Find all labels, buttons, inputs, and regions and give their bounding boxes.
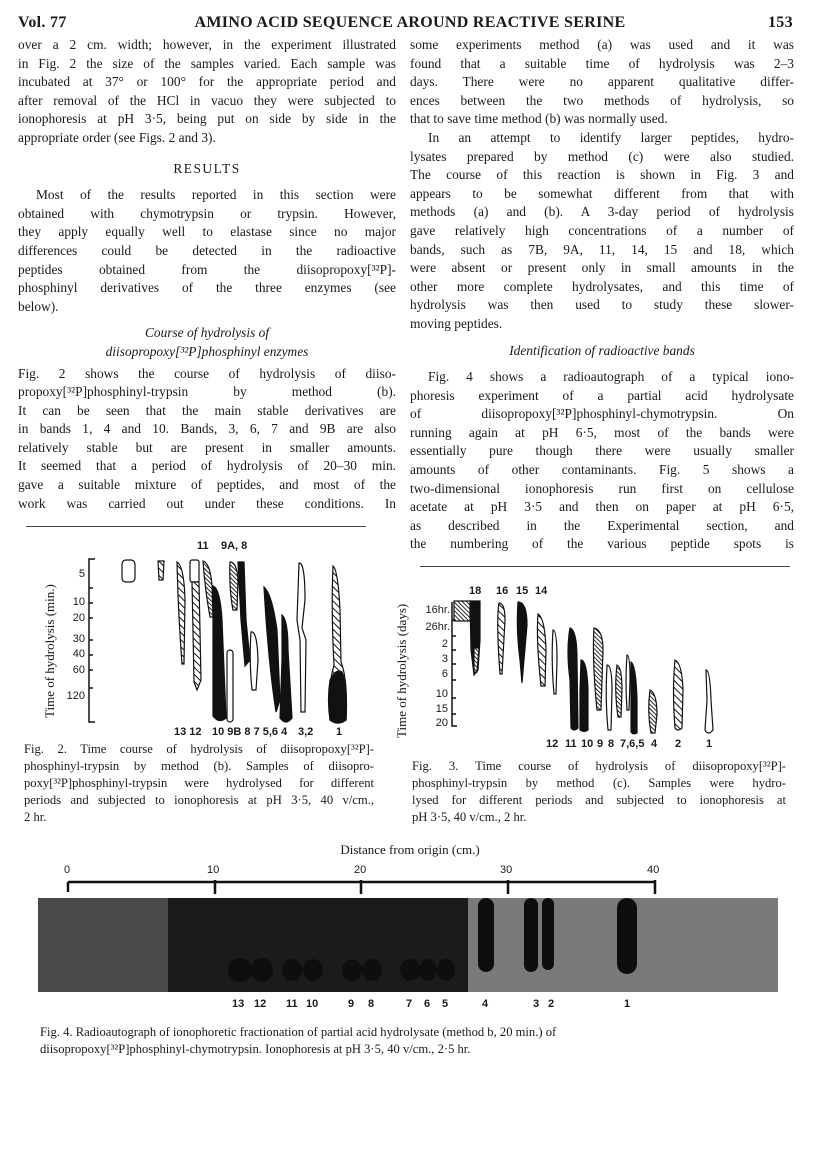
volume-number: Vol. 77	[18, 14, 67, 31]
text-line: differences could be detected in the radioactive	[18, 242, 396, 258]
text-line: that to save time method (b) was normally used.	[410, 111, 668, 127]
fig2-tick: 5	[78, 568, 85, 580]
caption-line: periods and subjected to ionophoresis at pH 3·5, 40 v/cm.,	[24, 793, 374, 807]
fig3-top-label: 16	[496, 585, 509, 597]
text-line: in Fig. 2 the size of the samples varied. Each sample was	[18, 55, 396, 71]
text-line: were absent or present only in small amounts in the	[410, 260, 794, 276]
text-line: phosphinyl derivatives of the three enzymes (see	[18, 280, 396, 296]
fig4-scale-label: 20	[354, 864, 367, 876]
text-line: two-dimensional ionophoresis run first on cellulose	[410, 480, 794, 496]
fig2-y-axis-label: Time of hydrolysis (min.)	[42, 584, 57, 718]
text-line: ences between the two methods of hydrolysis, so	[410, 92, 794, 108]
caption-line: pH 3·5, 40 v/cm., 2 hr.	[412, 810, 527, 824]
text-line: lysates prepared by method (c) were also studied.	[410, 148, 794, 164]
text-line: found that a suitable time of hydrolysis was 2–3	[410, 55, 794, 71]
fig3-tick: 3	[441, 653, 448, 665]
fig4-axis-title: Distance from origin (cm.)	[340, 842, 480, 857]
caption-line: poxy[³²P]phosphinyl-trypsin were hydrolysed for different	[24, 776, 374, 790]
fig4-band-label: 5	[442, 998, 449, 1010]
fig2-top-label: 11	[197, 540, 209, 552]
fig2-bottom-label: 10 9B 8 7 5,6 4	[212, 726, 288, 738]
fig4-band-label: 6	[424, 998, 431, 1010]
fig3-y-axis-label: Time of hydrolysis (days)	[394, 603, 409, 738]
fig4-caption	[40, 1024, 780, 1058]
fig3-bottom-label: 2	[675, 738, 682, 750]
text-line: It seemed that a period of hydrolysis of 20–30 min.	[18, 458, 396, 474]
fig2-tick: 120	[66, 690, 85, 702]
fig4-band-label: 12	[254, 998, 267, 1010]
text-line: after removal of the HCl in vacuo they were subjected to	[18, 92, 396, 108]
running-title: AMINO ACID SEQUENCE AROUND REACTIVE SERINE	[194, 14, 626, 31]
fig4-band-label: 1	[624, 998, 631, 1010]
fig2-bottom-label: 1	[336, 726, 343, 738]
text-line: below).	[18, 298, 59, 314]
text-line: propoxy[³²P]phosphinyl-trypsin by method (b).	[18, 384, 396, 400]
text-line: appropriate order (see Figs. 2 and 3).	[18, 129, 216, 145]
text-line: of diisopropoxy[³²P]phosphinyl-chymotrypsin. On	[410, 406, 794, 422]
fig3-bottom-label: 1	[706, 738, 713, 750]
text-line: The course of this reaction is shown in Fig. 3 and	[410, 167, 794, 183]
fig4-scale-label: 30	[500, 864, 513, 876]
caption-line: diisopropoxy[³²P]phosphinyl-chymotrypsin. Ionophoresis at pH 3·5, 40 v/cm., 2·5 hr.	[40, 1042, 471, 1056]
text-line: gave a suitable mixture of peptides, and most of the	[18, 477, 396, 493]
fig3-bottom-label: 4	[651, 738, 658, 750]
fig4-band-label: 2	[548, 998, 555, 1010]
text-line: some experiments method (a) was used and it was	[410, 37, 794, 52]
text-line: moving peptides.	[410, 315, 503, 331]
fig4-scale-label: 40	[647, 864, 660, 876]
fig3-bottom-label: 11	[565, 738, 577, 750]
fig4-band-label: 11	[286, 998, 298, 1010]
fig4-band-label: 9	[348, 998, 355, 1010]
fig4-band-label: 8	[368, 998, 375, 1010]
text-line: Fig. 2 shows the course of hydrolysis of diiso-	[18, 365, 396, 381]
caption-line: 2 hr.	[24, 810, 47, 824]
fig4-radioautograph	[0, 870, 816, 1000]
text-line: work was carried out under these conditions. In	[18, 495, 396, 511]
fig4-band-label: 3	[533, 998, 540, 1010]
caption-line: Fig. 2. Time course of hydrolysis of diisopropoxy[³²P]-	[24, 742, 374, 756]
fig4-band-label: 10	[306, 998, 319, 1010]
subheading-identification: Identification of radioactive bands	[509, 342, 695, 358]
fig3-tick: 6	[441, 668, 448, 680]
text-line: incubated at 37° or 100° for the appropriate period and	[18, 74, 396, 90]
page-number: 153	[768, 14, 793, 31]
fig3-tick: 16hr.	[425, 604, 450, 616]
text-line: running again at pH 6·5, most of the bands were	[410, 424, 794, 440]
fig3-caption	[412, 758, 786, 826]
fig2-tick: 20	[72, 612, 85, 624]
text-line: Most of the results reported in this section were	[36, 187, 396, 203]
fig2-tick: 60	[72, 664, 85, 676]
text-line: peptides obtained from the diisopropoxy[³²P]-	[18, 261, 396, 277]
text-line: essentially pure though there were usually smaller	[410, 443, 794, 459]
fig2-bottom-label: 3,2	[298, 726, 314, 738]
text-line: the numbering of the various peptide spots is	[410, 536, 794, 552]
fig2-bottom-label: 13 12	[174, 726, 202, 738]
text-line: In an attempt to identify larger peptides, hydro-	[428, 129, 794, 145]
text-line: diisopropoxy[³²P]phosphinyl enzymes	[105, 343, 309, 359]
fig3-tick: 15	[435, 703, 448, 715]
fig4-scale-label: 0	[64, 864, 71, 876]
text-line: It can be seen that the main stable derivatives are	[18, 402, 396, 418]
caption-line: phosphinyl-trypsin by method (b). Samples of diisopro-	[24, 759, 374, 773]
fig3-tick: 20	[435, 717, 448, 729]
text-line: they apply equally well to elastase since no major	[18, 224, 396, 240]
text-line: days. There were no apparent qualitative differ-	[410, 74, 794, 90]
text-line: as described in the Experimental section, and	[410, 517, 794, 533]
fig3-top-label: 18	[469, 585, 482, 597]
text-line: other more complete hydrolysates, and this time of	[410, 278, 794, 294]
fig4-band-label: 4	[482, 998, 489, 1010]
caption-line: lysed for different periods and subjected to ionophoresis at	[412, 793, 786, 807]
fig3-tick: 2	[441, 638, 448, 650]
fig3-top-label: 15	[516, 585, 529, 597]
text-line: bands, such as 7B, 9A, 11, 14, 15 and 18, which	[410, 241, 794, 257]
text-line: in bands 1, 4 and 10. Bands, 3, 6, 7 and 9B are also	[18, 421, 396, 437]
fig3-tick: 26hr.	[425, 621, 450, 633]
fig3-bottom-label: 10	[581, 738, 594, 750]
text-line: methods (a) and (b). A 3-day period of hydrolysis	[410, 204, 794, 220]
text-line: Fig. 4 shows a radioautograph of a typical iono-	[428, 369, 794, 385]
fig3-bottom-label: 9	[597, 738, 604, 750]
text-line: hydrolysis was then used to study these slower-	[410, 297, 794, 313]
caption-line: Fig. 4. Radioautograph of ionophoretic fractionation of partial acid hydrolysate (method b, 20 min.) of	[40, 1025, 557, 1039]
fig4-scale-label: 10	[207, 864, 220, 876]
text-line: phoresis experiment of a partial acid hydrolysate	[410, 387, 794, 403]
text-line: gave relatively high concentrations of a number of	[410, 222, 794, 238]
fig3-bottom-label: 8	[608, 738, 615, 750]
fig4-band-label: 13	[232, 998, 245, 1010]
results-heading: RESULTS	[173, 160, 241, 176]
text-line: acetate at pH 3·5 and then on paper at pH 6·5,	[410, 499, 794, 515]
text-line: over a 2 cm. width; however, in the experiment illustrated	[18, 37, 396, 52]
text-line: obtained with chymotrypsin or trypsin. However,	[18, 205, 396, 221]
text-line: appears to be somewhat different from that with	[410, 185, 794, 201]
fig2-tick: 30	[72, 633, 85, 645]
text-line: Course of hydrolysis of	[144, 325, 270, 341]
caption-line: Fig. 3. Time course of hydrolysis of diisopropoxy[³²P]-	[412, 759, 786, 773]
fig2-tick: 40	[72, 648, 85, 660]
fig3-top-label: 14	[535, 585, 548, 597]
fig3-bottom-label: 12	[546, 738, 559, 750]
text-line: amounts of other contaminants. Fig. 5 shows a	[410, 462, 794, 478]
fig4-band-label: 7	[406, 998, 413, 1010]
fig2-tick: 10	[72, 596, 85, 608]
fig3-bottom-label: 7,6,5	[620, 738, 645, 750]
caption-line: phosphinyl-trypsin by method (c). Samples were hydro-	[412, 776, 786, 790]
text-line: ionophoresis at pH 3·5, being put on side by side in the	[18, 111, 396, 127]
fig2-top-label: 9A, 8	[221, 540, 248, 552]
fig3-tick: 10	[435, 688, 448, 700]
text-line: relatively stable but are present in smaller amounts.	[18, 439, 396, 455]
